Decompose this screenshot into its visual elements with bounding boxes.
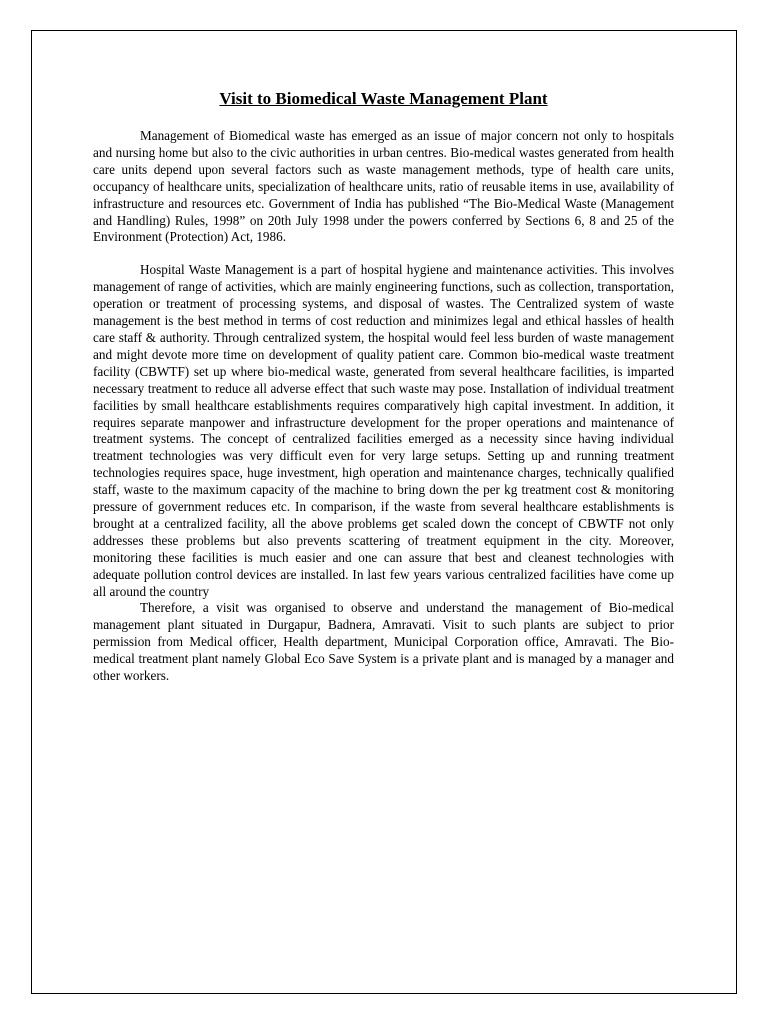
paragraph-intro: Management of Biomedical waste has emerged as an issue of major concern not only to hospitals and nursing home but also to the civic authorities in urban centres. Bio-medical wastes generated from health care units depend upon several factors such as waste management methods, type of health care units, occupancy of healthcare units, specialization of healthcare units, ratio of reusable items in use, availability of infrastructure and resources etc. Government of India has published “The Bio-Medical Waste (Management and Handling) Rules, 1998” on 20th July 1998 under the powers conferred by Sections 6, 8 and 25 of the Environment (Protection) Act, 1986. <box>93 128 674 245</box>
paragraph-hospital-waste-management: Hospital Waste Management is a part of hospital hygiene and maintenance activities. This involves management of range of activities, which are mainly engineering functions, such as collection, transportation, operation or treatment of processing systems, and disposal of wastes. The Centralized system of waste management is the best method in terms of cost reduction and minimizes legal and ethical hassles of health care staff & authority. Through centralized system, the hospital would feel less burden of waste management and might devote more time on development of quality patient care. Common bio-medical waste treatment facility (CBWTF) set up where bio-medical waste, generated from several healthcare facilities, is imparted necessary treatment to reduce all adverse effect that such waste may pose. Installation of individual treatment facilities by small healthcare establishments requires comparatively high capital investment. In addition, it requires separate manpower and infrastructure development for the proper operations and maintenance of treatment systems. The concept of centralized facilities emerged as a necessity since having individual treatment technologies was very difficult even for very large setups. Setting up and running treatment technologies requires space, huge investment, high operation and maintenance charges, technically qualified staff, waste to the maximum capacity of the machine to bring down the per kg treatment cost & monitoring pressure of government reduces etc. In comparison, if the waste from several healthcare establishments is brought at a centralized facility, all the above problems get scaled down the concept of CBWTF not only addresses these problems but also prevents scattering of treatment equipment in the city. Moreover, monitoring these facilities is much easier and one can assure that best and cleanest technologies with adequate pollution control devices are installed. In last few years various centralized facilities have come up all around the country <box>93 262 674 599</box>
paragraph-visit: Therefore, a visit was organised to observe and understand the management of Bio-medical management plant situated in Durgapur, Badnera, Amravati. Visit to such plants are subject to prior permission from Medical officer, Health department, Municipal Corporation office, Amravati. The Bio-medical treatment plant namely Global Eco Save System is a private plant and is managed by a manager and other workers. <box>93 600 674 684</box>
document-body <box>93 88 674 685</box>
document-title: Visit to Biomedical Waste Management Plant <box>219 89 548 108</box>
